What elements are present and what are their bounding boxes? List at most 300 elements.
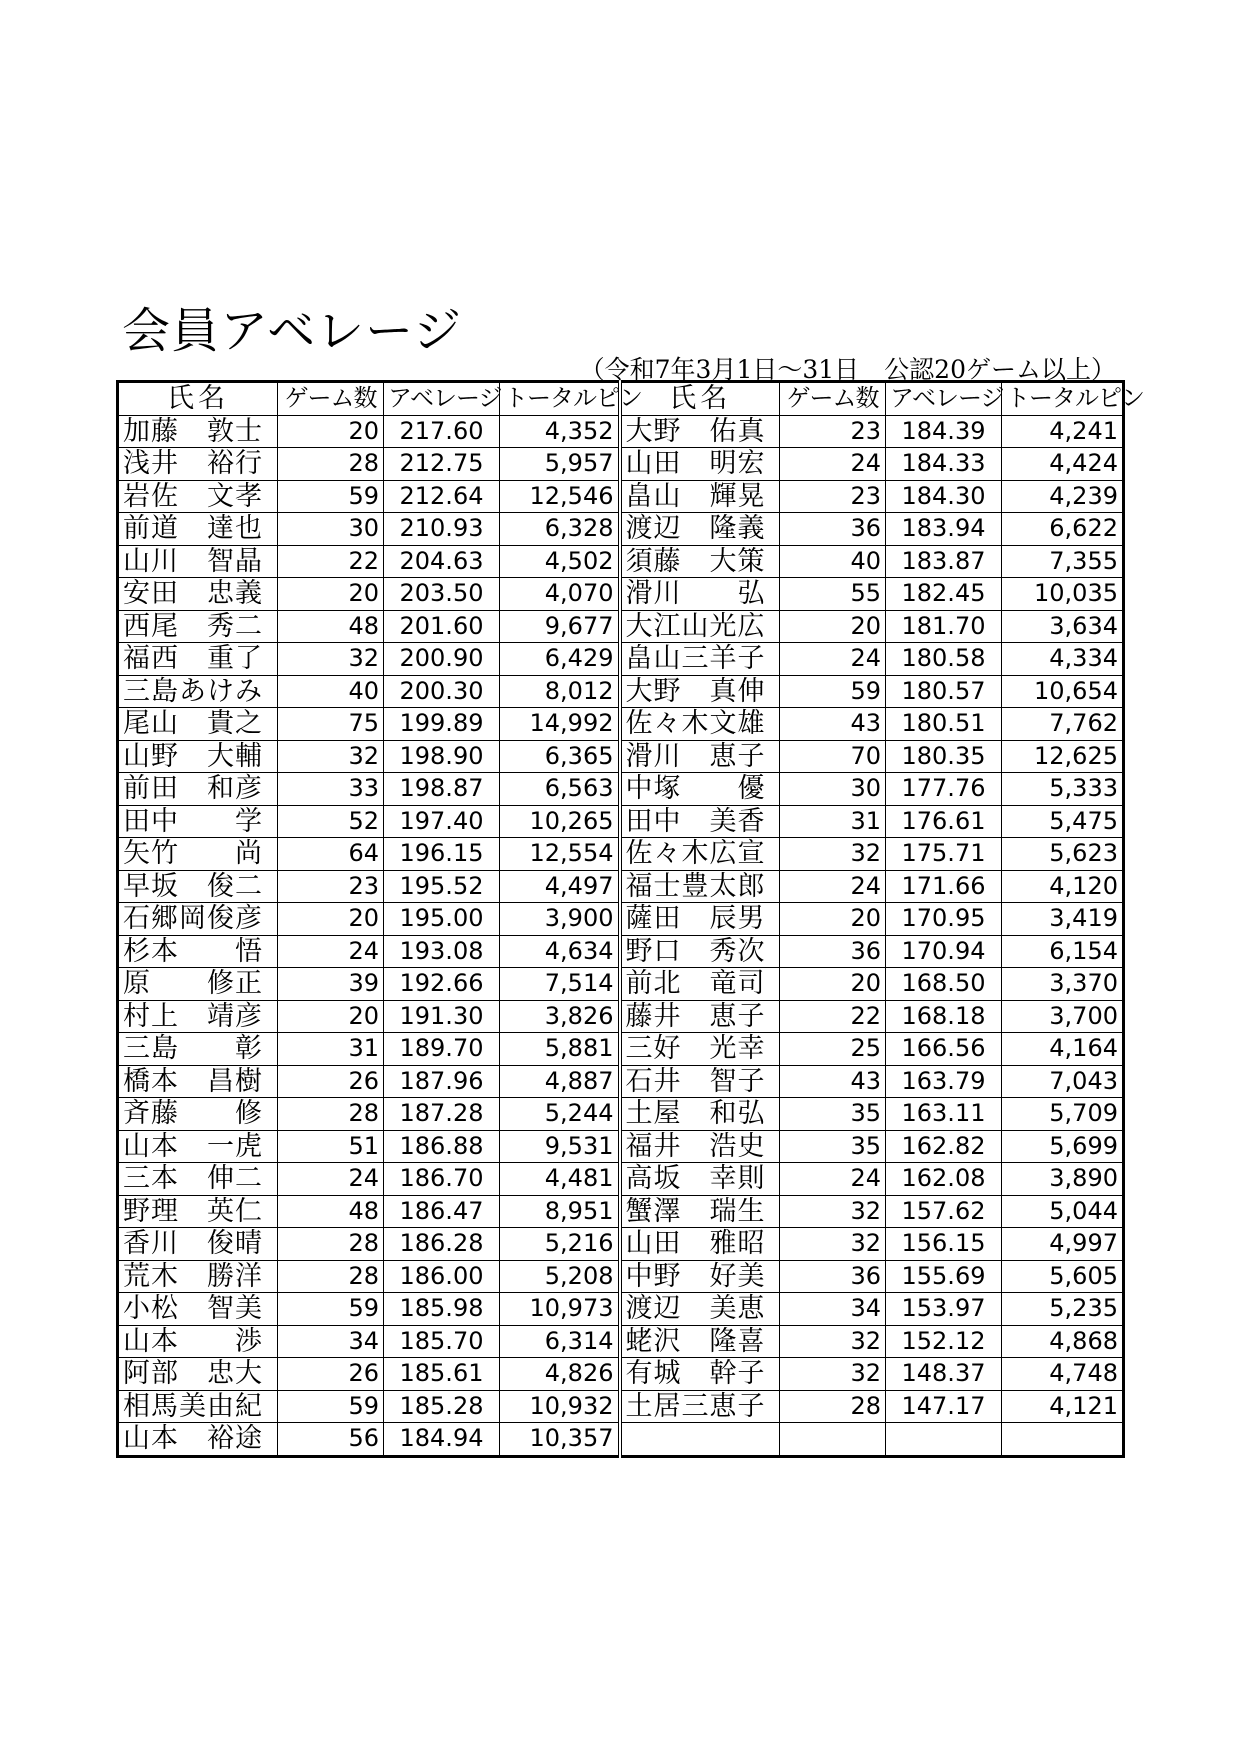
right-member-name-cell: 土居三恵子	[620, 1390, 780, 1423]
left-game-count-cell: 26	[278, 1358, 384, 1391]
left-average-cell: 197.40	[384, 805, 500, 838]
right-member-name-cell: 山田 明宏	[620, 448, 780, 481]
right-average-cell: 163.11	[886, 1098, 1002, 1131]
left-game-count-cell: 52	[278, 805, 384, 838]
left-total-pins-cell: 5,216	[500, 1228, 620, 1261]
right-member-name-cell: 野口 秀次	[620, 935, 780, 968]
left-game-count-cell: 23	[278, 870, 384, 903]
right-game-count-cell: 32	[780, 1228, 886, 1261]
right-total-pins-cell: 5,623	[1002, 838, 1124, 871]
right-total-pins-cell: 7,355	[1002, 545, 1124, 578]
right-average-cell: 180.35	[886, 740, 1002, 773]
right-average-cell: 184.30	[886, 480, 1002, 513]
header-name-left: 氏名	[118, 382, 278, 416]
right-average-cell: 182.45	[886, 578, 1002, 611]
table-row	[118, 675, 1124, 708]
left-member-name-cell: 三本 伸二	[118, 1163, 278, 1196]
right-game-count-cell: 23	[780, 415, 886, 448]
left-game-count-cell: 39	[278, 968, 384, 1001]
left-game-count-cell: 48	[278, 1195, 384, 1228]
left-total-pins-cell: 6,314	[500, 1325, 620, 1358]
left-average-cell: 195.52	[384, 870, 500, 903]
right-total-pins-cell: 4,997	[1002, 1228, 1124, 1261]
left-average-cell: 191.30	[384, 1000, 500, 1033]
left-average-cell: 195.00	[384, 903, 500, 936]
right-member-name-cell: 佐々木文雄	[620, 708, 780, 741]
left-member-name-cell: 前道 達也	[118, 513, 278, 546]
left-average-cell: 184.94	[384, 1423, 500, 1457]
right-member-name-cell: 藤井 恵子	[620, 1000, 780, 1033]
left-game-count-cell: 75	[278, 708, 384, 741]
left-member-name-cell: 相馬美由紀	[118, 1390, 278, 1423]
right-total-pins-cell: 7,762	[1002, 708, 1124, 741]
right-average-cell: 170.95	[886, 903, 1002, 936]
left-game-count-cell: 59	[278, 1293, 384, 1326]
left-total-pins-cell: 5,244	[500, 1098, 620, 1131]
right-total-pins-cell: 4,239	[1002, 480, 1124, 513]
average-table-container	[116, 380, 1144, 1458]
header-total-left: トータルピン	[500, 382, 620, 416]
left-average-cell: 193.08	[384, 935, 500, 968]
table-row	[118, 578, 1124, 611]
left-member-name-cell: 山野 大輔	[118, 740, 278, 773]
right-average-cell: 156.15	[886, 1228, 1002, 1261]
left-member-name-cell: 福西 重了	[118, 643, 278, 676]
left-total-pins-cell: 5,208	[500, 1260, 620, 1293]
right-average-cell: 180.58	[886, 643, 1002, 676]
left-total-pins-cell: 6,365	[500, 740, 620, 773]
left-member-name-cell: 荒木 勝洋	[118, 1260, 278, 1293]
right-average-cell: 168.18	[886, 1000, 1002, 1033]
average-table	[116, 380, 1144, 1458]
left-total-pins-cell: 10,932	[500, 1390, 620, 1423]
left-member-name-cell: 小松 智美	[118, 1293, 278, 1326]
right-member-name-cell: 土屋 和弘	[620, 1098, 780, 1131]
left-total-pins-cell: 5,881	[500, 1033, 620, 1066]
left-member-name-cell: 尾山 貴之	[118, 708, 278, 741]
left-game-count-cell: 31	[278, 1033, 384, 1066]
table-row	[118, 1390, 1124, 1423]
right-game-count-cell: 24	[780, 643, 886, 676]
left-average-cell: 186.28	[384, 1228, 500, 1261]
right-total-pins-cell: 12,625	[1002, 740, 1124, 773]
left-average-cell: 217.60	[384, 415, 500, 448]
left-member-name-cell: 斉藤 修	[118, 1098, 278, 1131]
left-average-cell: 203.50	[384, 578, 500, 611]
left-member-name-cell: 香川 俊晴	[118, 1228, 278, 1261]
table-body	[118, 415, 1124, 1456]
right-average-cell: 171.66	[886, 870, 1002, 903]
left-game-count-cell: 48	[278, 610, 384, 643]
header-name-right: 氏名	[620, 382, 780, 416]
left-member-name-cell: 西尾 秀二	[118, 610, 278, 643]
left-game-count-cell: 20	[278, 415, 384, 448]
right-average-cell: 152.12	[886, 1325, 1002, 1358]
left-game-count-cell: 51	[278, 1130, 384, 1163]
right-game-count-cell: 32	[780, 838, 886, 871]
right-member-name-cell: 前北 竜司	[620, 968, 780, 1001]
right-average-cell: 175.71	[886, 838, 1002, 871]
page-subtitle: （令和7年3月1日～31日 公認20ゲーム以上）	[579, 355, 1116, 384]
left-member-name-cell: 山本 渉	[118, 1325, 278, 1358]
page-title: 会員アベレージ	[122, 303, 463, 359]
table-row	[118, 1293, 1124, 1326]
left-total-pins-cell: 4,481	[500, 1163, 620, 1196]
left-member-name-cell: 安田 忠義	[118, 578, 278, 611]
left-member-name-cell: 加藤 敦士	[118, 415, 278, 448]
header-average-left: アベレージ	[384, 382, 500, 416]
table-row	[118, 545, 1124, 578]
right-total-pins-cell: 6,154	[1002, 935, 1124, 968]
left-member-name-cell: 浅井 裕行	[118, 448, 278, 481]
table-row	[118, 935, 1124, 968]
right-game-count-cell: 20	[780, 903, 886, 936]
left-total-pins-cell: 10,357	[500, 1423, 620, 1457]
table-row	[118, 1260, 1124, 1293]
left-member-name-cell: 村上 靖彦	[118, 1000, 278, 1033]
left-total-pins-cell: 5,957	[500, 448, 620, 481]
left-total-pins-cell: 12,546	[500, 480, 620, 513]
left-total-pins-cell: 4,352	[500, 415, 620, 448]
left-game-count-cell: 32	[278, 643, 384, 676]
table-row	[118, 1228, 1124, 1261]
left-member-name-cell: 前田 和彦	[118, 773, 278, 806]
right-average-cell: 177.76	[886, 773, 1002, 806]
table-row	[118, 1358, 1124, 1391]
left-total-pins-cell: 6,563	[500, 773, 620, 806]
left-game-count-cell: 28	[278, 1228, 384, 1261]
right-total-pins-cell: 4,120	[1002, 870, 1124, 903]
right-game-count-cell: 28	[780, 1390, 886, 1423]
left-game-count-cell: 30	[278, 513, 384, 546]
table-row	[118, 968, 1124, 1001]
left-average-cell: 198.87	[384, 773, 500, 806]
left-game-count-cell: 28	[278, 1098, 384, 1131]
right-member-name-cell: 大野 佑真	[620, 415, 780, 448]
left-member-name-cell: 岩佐 文孝	[118, 480, 278, 513]
right-member-name-cell: 高坂 幸則	[620, 1163, 780, 1196]
left-average-cell: 187.28	[384, 1098, 500, 1131]
left-total-pins-cell: 6,328	[500, 513, 620, 546]
table-row	[118, 773, 1124, 806]
right-member-name-cell: 渡辺 隆義	[620, 513, 780, 546]
left-total-pins-cell: 10,973	[500, 1293, 620, 1326]
table-row	[118, 448, 1124, 481]
right-average-cell: 170.94	[886, 935, 1002, 968]
left-game-count-cell: 28	[278, 1260, 384, 1293]
right-total-pins-cell: 5,475	[1002, 805, 1124, 838]
right-game-count-cell: 20	[780, 968, 886, 1001]
right-game-count-cell: 55	[780, 578, 886, 611]
left-game-count-cell: 32	[278, 740, 384, 773]
right-member-name-cell: 福士豊太郎	[620, 870, 780, 903]
right-member-name-cell	[620, 1423, 780, 1457]
right-member-name-cell: 薩田 辰男	[620, 903, 780, 936]
right-member-name-cell: 三好 光幸	[620, 1033, 780, 1066]
right-game-count-cell: 22	[780, 1000, 886, 1033]
right-member-name-cell: 中野 好美	[620, 1260, 780, 1293]
right-member-name-cell: 滑川 恵子	[620, 740, 780, 773]
right-member-name-cell: 石井 智子	[620, 1065, 780, 1098]
right-game-count-cell: 20	[780, 610, 886, 643]
right-game-count-cell: 30	[780, 773, 886, 806]
right-game-count-cell	[780, 1423, 886, 1457]
left-total-pins-cell: 6,429	[500, 643, 620, 676]
right-total-pins-cell: 4,164	[1002, 1033, 1124, 1066]
table-row	[118, 903, 1124, 936]
right-member-name-cell: 畠山 輝晃	[620, 480, 780, 513]
right-game-count-cell: 34	[780, 1293, 886, 1326]
left-total-pins-cell: 4,497	[500, 870, 620, 903]
right-total-pins-cell: 10,035	[1002, 578, 1124, 611]
right-game-count-cell: 40	[780, 545, 886, 578]
left-total-pins-cell: 9,677	[500, 610, 620, 643]
right-game-count-cell: 24	[780, 448, 886, 481]
left-average-cell: 185.28	[384, 1390, 500, 1423]
left-game-count-cell: 56	[278, 1423, 384, 1457]
right-average-cell: 176.61	[886, 805, 1002, 838]
left-average-cell: 201.60	[384, 610, 500, 643]
table-row	[118, 643, 1124, 676]
right-average-cell: 163.79	[886, 1065, 1002, 1098]
table-row	[118, 1325, 1124, 1358]
right-average-cell: 166.56	[886, 1033, 1002, 1066]
left-game-count-cell: 64	[278, 838, 384, 871]
right-average-cell	[886, 1423, 1002, 1457]
left-game-count-cell: 26	[278, 1065, 384, 1098]
right-member-name-cell: 大江山光広	[620, 610, 780, 643]
right-game-count-cell: 36	[780, 513, 886, 546]
left-average-cell: 210.93	[384, 513, 500, 546]
left-average-cell: 187.96	[384, 1065, 500, 1098]
right-average-cell: 162.82	[886, 1130, 1002, 1163]
left-total-pins-cell: 9,531	[500, 1130, 620, 1163]
table-row	[118, 708, 1124, 741]
left-total-pins-cell: 12,554	[500, 838, 620, 871]
left-game-count-cell: 20	[278, 578, 384, 611]
header-average-right: アベレージ	[886, 382, 1002, 416]
right-total-pins-cell: 4,424	[1002, 448, 1124, 481]
left-average-cell: 199.89	[384, 708, 500, 741]
right-average-cell: 147.17	[886, 1390, 1002, 1423]
right-total-pins-cell: 5,709	[1002, 1098, 1124, 1131]
right-game-count-cell: 70	[780, 740, 886, 773]
left-game-count-cell: 34	[278, 1325, 384, 1358]
right-total-pins-cell: 4,241	[1002, 415, 1124, 448]
left-average-cell: 212.64	[384, 480, 500, 513]
right-total-pins-cell: 4,868	[1002, 1325, 1124, 1358]
right-member-name-cell: 蟹澤 瑞生	[620, 1195, 780, 1228]
table-row	[118, 1033, 1124, 1066]
right-average-cell: 148.37	[886, 1358, 1002, 1391]
right-member-name-cell: 有城 幹子	[620, 1358, 780, 1391]
left-game-count-cell: 24	[278, 1163, 384, 1196]
left-total-pins-cell: 4,634	[500, 935, 620, 968]
left-total-pins-cell: 3,826	[500, 1000, 620, 1033]
right-game-count-cell: 24	[780, 870, 886, 903]
right-game-count-cell: 43	[780, 1065, 886, 1098]
left-average-cell: 185.61	[384, 1358, 500, 1391]
left-total-pins-cell: 8,951	[500, 1195, 620, 1228]
right-member-name-cell: 田中 美香	[620, 805, 780, 838]
left-member-name-cell: 石郷岡俊彦	[118, 903, 278, 936]
right-total-pins-cell: 3,890	[1002, 1163, 1124, 1196]
right-total-pins-cell: 3,634	[1002, 610, 1124, 643]
right-total-pins-cell: 5,699	[1002, 1130, 1124, 1163]
right-game-count-cell: 36	[780, 935, 886, 968]
left-game-count-cell: 24	[278, 935, 384, 968]
left-average-cell: 198.90	[384, 740, 500, 773]
right-average-cell: 184.33	[886, 448, 1002, 481]
left-average-cell: 212.75	[384, 448, 500, 481]
left-member-name-cell: 三島 彰	[118, 1033, 278, 1066]
table-row	[118, 870, 1124, 903]
right-member-name-cell: 畠山三羊子	[620, 643, 780, 676]
left-average-cell: 204.63	[384, 545, 500, 578]
right-total-pins-cell: 6,622	[1002, 513, 1124, 546]
right-member-name-cell: 須藤 大策	[620, 545, 780, 578]
left-total-pins-cell: 4,070	[500, 578, 620, 611]
right-member-name-cell: 蛯沢 隆喜	[620, 1325, 780, 1358]
right-average-cell: 181.70	[886, 610, 1002, 643]
header-games-right: ゲーム数	[780, 382, 886, 416]
left-total-pins-cell: 4,502	[500, 545, 620, 578]
left-member-name-cell: 野理 英仁	[118, 1195, 278, 1228]
left-average-cell: 200.90	[384, 643, 500, 676]
table-row	[118, 1423, 1124, 1457]
right-average-cell: 183.87	[886, 545, 1002, 578]
table-row	[118, 610, 1124, 643]
right-average-cell: 162.08	[886, 1163, 1002, 1196]
left-game-count-cell: 33	[278, 773, 384, 806]
table-row	[118, 480, 1124, 513]
left-member-name-cell: 橋本 昌樹	[118, 1065, 278, 1098]
left-member-name-cell: 阿部 忠大	[118, 1358, 278, 1391]
left-game-count-cell: 22	[278, 545, 384, 578]
table-row	[118, 1065, 1124, 1098]
table-row	[118, 838, 1124, 871]
right-total-pins-cell: 7,043	[1002, 1065, 1124, 1098]
right-average-cell: 153.97	[886, 1293, 1002, 1326]
right-game-count-cell: 59	[780, 675, 886, 708]
right-total-pins-cell: 4,334	[1002, 643, 1124, 676]
right-total-pins-cell: 5,333	[1002, 773, 1124, 806]
right-average-cell: 157.62	[886, 1195, 1002, 1228]
right-game-count-cell: 25	[780, 1033, 886, 1066]
left-member-name-cell: 山川 智晶	[118, 545, 278, 578]
left-total-pins-cell: 7,514	[500, 968, 620, 1001]
right-game-count-cell: 31	[780, 805, 886, 838]
left-member-name-cell: 矢竹 尚	[118, 838, 278, 871]
left-game-count-cell: 28	[278, 448, 384, 481]
table-row	[118, 1195, 1124, 1228]
left-member-name-cell: 山本 一虎	[118, 1130, 278, 1163]
right-total-pins-cell: 3,419	[1002, 903, 1124, 936]
right-total-pins-cell: 10,654	[1002, 675, 1124, 708]
left-member-name-cell: 原 修正	[118, 968, 278, 1001]
right-average-cell: 184.39	[886, 415, 1002, 448]
left-game-count-cell: 40	[278, 675, 384, 708]
left-average-cell: 186.47	[384, 1195, 500, 1228]
table-row	[118, 1098, 1124, 1131]
left-member-name-cell: 早坂 俊二	[118, 870, 278, 903]
right-average-cell: 180.51	[886, 708, 1002, 741]
right-game-count-cell: 24	[780, 1163, 886, 1196]
left-game-count-cell: 20	[278, 1000, 384, 1033]
left-member-name-cell: 杉本 悟	[118, 935, 278, 968]
right-game-count-cell: 23	[780, 480, 886, 513]
right-average-cell: 180.57	[886, 675, 1002, 708]
left-average-cell: 189.70	[384, 1033, 500, 1066]
left-member-name-cell: 三島あけみ	[118, 675, 278, 708]
right-total-pins-cell: 3,370	[1002, 968, 1124, 1001]
left-average-cell: 186.00	[384, 1260, 500, 1293]
right-game-count-cell: 36	[780, 1260, 886, 1293]
left-total-pins-cell: 4,887	[500, 1065, 620, 1098]
right-average-cell: 183.94	[886, 513, 1002, 546]
table-row	[118, 415, 1124, 448]
right-member-name-cell: 大野 真伸	[620, 675, 780, 708]
right-game-count-cell: 43	[780, 708, 886, 741]
left-total-pins-cell: 3,900	[500, 903, 620, 936]
left-average-cell: 185.98	[384, 1293, 500, 1326]
left-member-name-cell: 山本 裕途	[118, 1423, 278, 1457]
right-game-count-cell: 35	[780, 1098, 886, 1131]
left-average-cell: 185.70	[384, 1325, 500, 1358]
table-row	[118, 1000, 1124, 1033]
left-member-name-cell: 田中 学	[118, 805, 278, 838]
left-game-count-cell: 20	[278, 903, 384, 936]
right-total-pins-cell: 5,605	[1002, 1260, 1124, 1293]
left-total-pins-cell: 8,012	[500, 675, 620, 708]
left-total-pins-cell: 10,265	[500, 805, 620, 838]
table-row	[118, 740, 1124, 773]
left-average-cell: 196.15	[384, 838, 500, 871]
left-average-cell: 186.88	[384, 1130, 500, 1163]
right-total-pins-cell: 5,235	[1002, 1293, 1124, 1326]
right-member-name-cell: 山田 雅昭	[620, 1228, 780, 1261]
right-member-name-cell: 佐々木広宣	[620, 838, 780, 871]
right-member-name-cell: 中塚 優	[620, 773, 780, 806]
right-game-count-cell: 35	[780, 1130, 886, 1163]
table-row	[118, 1130, 1124, 1163]
left-average-cell: 200.30	[384, 675, 500, 708]
right-game-count-cell: 32	[780, 1325, 886, 1358]
header-row	[118, 382, 1124, 416]
header-games-left: ゲーム数	[278, 382, 384, 416]
left-average-cell: 186.70	[384, 1163, 500, 1196]
right-game-count-cell: 32	[780, 1195, 886, 1228]
left-average-cell: 192.66	[384, 968, 500, 1001]
right-total-pins-cell	[1002, 1423, 1124, 1457]
left-game-count-cell: 59	[278, 1390, 384, 1423]
left-total-pins-cell: 4,826	[500, 1358, 620, 1391]
table-row	[118, 1163, 1124, 1196]
left-total-pins-cell: 14,992	[500, 708, 620, 741]
table-row	[118, 805, 1124, 838]
header-total-right: トータルピン	[1002, 382, 1124, 416]
right-total-pins-cell: 3,700	[1002, 1000, 1124, 1033]
right-member-name-cell: 渡辺 美恵	[620, 1293, 780, 1326]
table-row	[118, 513, 1124, 546]
right-member-name-cell: 福井 浩史	[620, 1130, 780, 1163]
right-average-cell: 168.50	[886, 968, 1002, 1001]
right-member-name-cell: 滑川 弘	[620, 578, 780, 611]
right-game-count-cell: 32	[780, 1358, 886, 1391]
right-total-pins-cell: 4,121	[1002, 1390, 1124, 1423]
left-game-count-cell: 59	[278, 480, 384, 513]
right-average-cell: 155.69	[886, 1260, 1002, 1293]
